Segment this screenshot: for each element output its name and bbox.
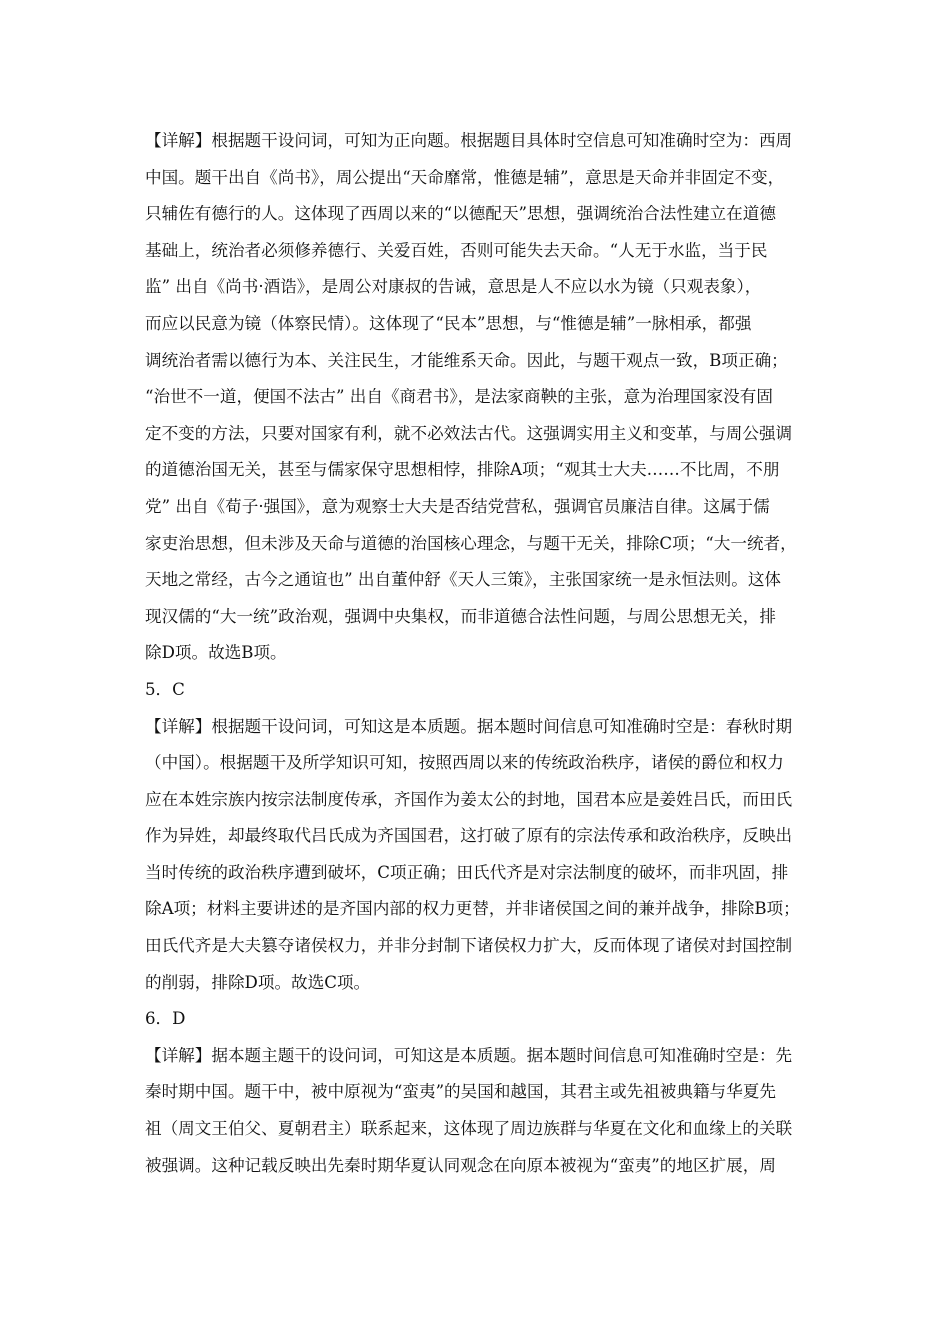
text-line: 定不变的方法，只要对国家有利，就不必效法古代。这强调实用主义和变革，与周公强调 [145,423,793,443]
text-line: 【详解】根据题干设问词，可知为正向题。根据题目具体时空信息可知准确时空为：西周 [145,131,793,150]
text-line: 现汉儒的“大一统”政治观，强调中央集权，而非道德合法性问题，与周公思想无关，排 [145,606,776,626]
text-line: 基础上，统治者必须修养德行、关爱百姓，否则可能失去天命。“人无于水监，当于民 [145,240,768,260]
text-line: “治世不一道，便国不法古” 出自《商君书》，是法家商鞅的主张，意为治理国家没有固 [145,387,773,407]
text-line: 的道德治国无关，甚至与儒家保守思想相悖，排除A项；“观其士大夫……不比周，不朋 [145,460,780,480]
text-line: 除D项。故选B项。 [145,643,287,663]
text-line: 调统治者需以德行为本、关注民生，才能维系天命。因此，与题干观点一致，B项正确； [145,350,788,370]
text-line: 的削弱，排除D项。故选C项。 [145,972,371,992]
text-line: 田氏代齐是大夫篡夺诸侯权力，并非分封制下诸侯权力扩大，反而体现了诸侯对封国控制 [145,936,793,956]
text-line: 作为异姓，却最终取代吕氏成为齐国国君，这打破了原有的宗法传承和政治秩序，反映出 [145,826,793,846]
text-line: 【详解】据本题主题干的设问词，可知这是本质题。据本题时间信息可知准确时空是：先 [145,1045,793,1065]
text-line: 家吏治思想，但未涉及天命与道德的治国核心理念，与题干无关，排除C项；“大一统者， [145,533,797,553]
text-line: 中国。题干出自《尚书》，周公提出“天命靡常，惟德是辅”，意思是天命并非固定不变， [145,167,785,187]
text-line: 当时传统的政治秩序遭到破坏，C项正确；田氏代齐是对宗法制度的破坏，而非巩固，排 [145,862,789,882]
text-line: 应在本姓宗族内按宗法制度传承，齐国作为姜太公的封地，国君本应是姜姓吕氏，而田氏 [145,789,793,809]
text-line: 祖（周文王伯父、夏朝君主）联系起来，这体现了周边族群与华夏在文化和血缘上的关联 [145,1119,793,1139]
document-page [145,123,815,1184]
text-line: 只辅佐有德行的人。这体现了西周以来的“以德配天”思想，强调统治合法性建立在道德 [145,204,776,224]
text-line: 【详解】根据题干设问词，可知这是本质题。据本题时间信息可知准确时空是：春秋时期 [145,716,793,736]
text-line: （中国）。根据题干及所学知识可知，按照西周以来的传统政治秩序，诸侯的爵位和权力 [145,753,784,773]
text-line: 被强调。这种记载反映出先秦时期华夏认同观念在向原本被视为“蛮夷”的地区扩展，周 [145,1155,776,1175]
text-line: 6．D [145,1009,186,1029]
text-line: 天地之常经，古今之通谊也” 出自董仲舒《天人三策》，主张国家统一是永恒法则。这体 [145,570,782,590]
text-line: 除A项；材料主要讲述的是齐国内部的权力更替，并非诸侯国之间的兼并战争，排除B项； [145,899,800,919]
text-line: 5．C [145,679,185,699]
text-line: 而应以民意为镜（体察民情）。这体现了“民本”思想，与“惟德是辅”一脉相承，都强 [145,313,752,333]
text-line: 党” 出自《荀子·强国》，意为观察士大夫是否结党营私，强调官员廉洁自律。这属于儒 [145,496,770,516]
text-line: 秦时期中国。题干中，被中原视为“蛮夷”的吴国和越国，其君主或先祖被典籍与华夏先 [145,1082,776,1102]
text-line: 监” 出自《尚书·酒诰》，是周公对康叔的告诫，意思是人不应以水为镜（只观表象）， [145,277,762,297]
